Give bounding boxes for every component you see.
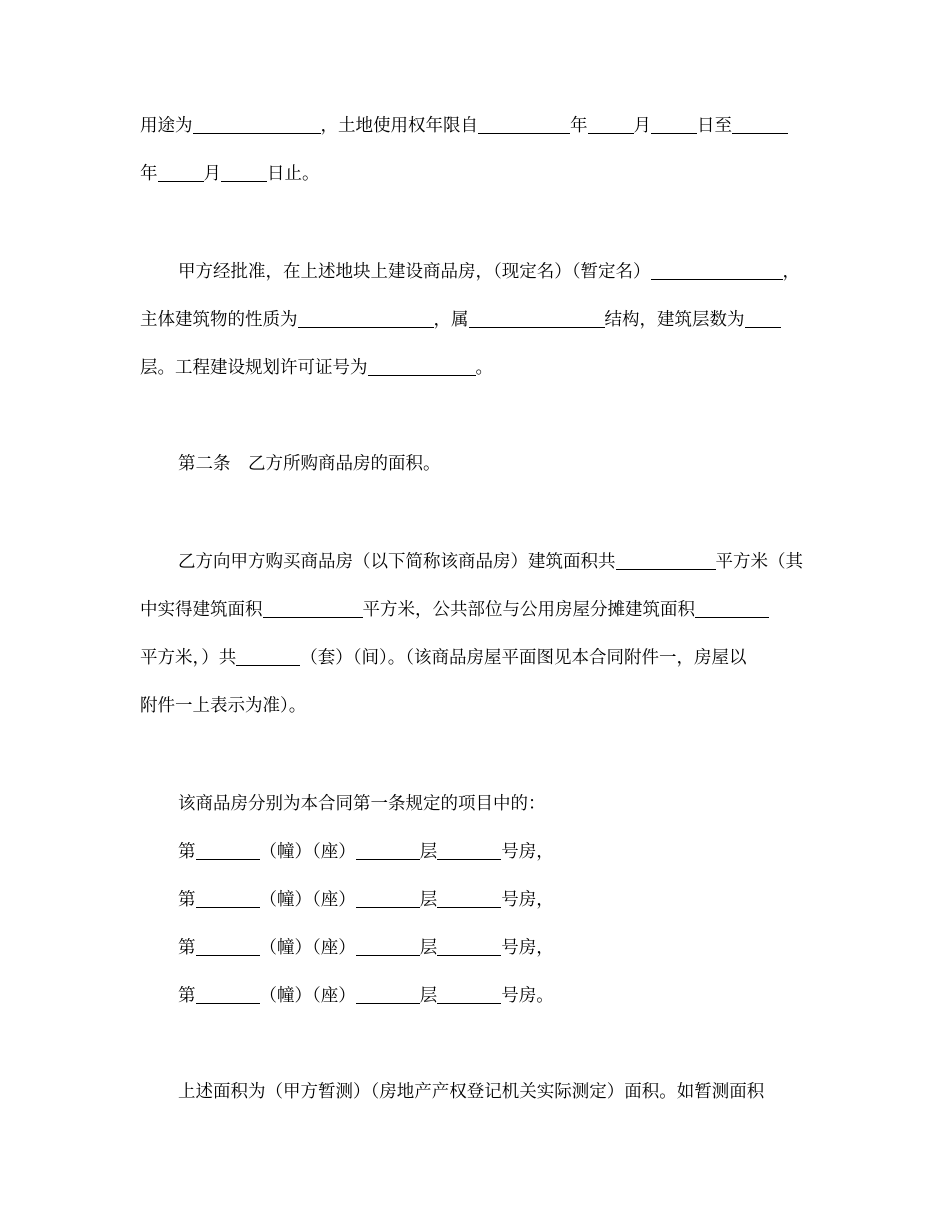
blank [263,601,363,618]
text: （幢）（座） [259,890,356,910]
blank [437,987,501,1004]
blank [221,165,267,182]
text: 年 [570,116,588,136]
blank [745,311,781,328]
blank [651,263,783,280]
blank [437,939,501,956]
blank [298,311,434,328]
text: ， [782,262,800,282]
text: ，土地使用权年限自 [320,116,478,136]
text: 第 [178,890,196,910]
text: ，属 [433,310,469,330]
blank [437,891,501,908]
blank [695,601,769,618]
text: 层 [419,842,438,862]
article-heading: 第二条 乙方所购商品房的面积。 [178,454,441,474]
text: 层。工程建设规划许可证号为 [140,358,368,378]
blank [356,987,420,1004]
text: 月 [203,164,221,184]
text: 甲方经批准，在上述地块上建设商品房，（现定名）（暂定名） [178,262,651,282]
text: 层 [419,986,438,1006]
blank [356,843,420,860]
text-line: 附件一上表示为准）。 [140,696,307,716]
blank [193,117,321,134]
blank [588,117,634,134]
blank [196,891,260,908]
text-line: 该商品房分别为本合同第一条规定的项目中的： [178,794,546,814]
blank [196,987,260,1004]
blank [437,843,501,860]
text-line [140,648,747,668]
text: 日至 [697,116,732,136]
text: 乙方向甲方购买商品房（以下简称该商品房）建筑面积共 [178,552,616,572]
blank [236,649,300,666]
blank [478,117,570,134]
text: 层 [419,938,438,958]
list-item [178,890,554,910]
text: 中实得建筑面积 [140,600,263,620]
text: 号房， [501,890,554,910]
text: 平方米（其 [715,552,803,572]
text-line [178,552,803,572]
text-line [140,164,320,184]
text-line [178,262,800,282]
text: （幢）（座） [259,842,356,862]
text: 年 [140,164,158,184]
blank [158,165,204,182]
blank [356,939,420,956]
blank [469,311,605,328]
text-line [140,310,781,330]
text: （套）（间）。（该商品房屋平面图见本合同附件一，房屋以 [300,648,747,668]
text-line [140,358,493,378]
text: 第 [178,938,196,958]
text: 。 [475,358,493,378]
blank [196,939,260,956]
blank [356,891,420,908]
blank [196,843,260,860]
text: （幢）（座） [259,938,356,958]
blank [368,359,476,376]
list-item [178,938,554,958]
text: 平方米，）共 [140,648,237,668]
text: 号房。 [501,986,554,1006]
text: 平方米，公共部位与公用房屋分摊建筑面积 [362,600,695,620]
list-item [178,842,554,862]
text-line: 上述面积为（甲方暂测）（房地产产权登记机关实际测定）面积。如暂测面积 [178,1082,765,1102]
text-line [140,600,769,620]
list-item [178,986,554,1006]
text: 号房， [501,842,554,862]
text: 用途为 [140,116,193,136]
text: 第 [178,986,196,1006]
text: 结构，建筑层数为 [604,310,745,330]
text: 号房， [501,938,554,958]
blank [732,117,788,134]
blank [616,553,716,570]
text: 日止。 [267,164,320,184]
text: 层 [419,890,438,910]
blank [651,117,697,134]
text: 主体建筑物的性质为 [140,310,298,330]
text: （幢）（座） [259,986,356,1006]
text: 第 [178,842,196,862]
text: 月 [633,116,651,136]
text-line [140,116,788,136]
